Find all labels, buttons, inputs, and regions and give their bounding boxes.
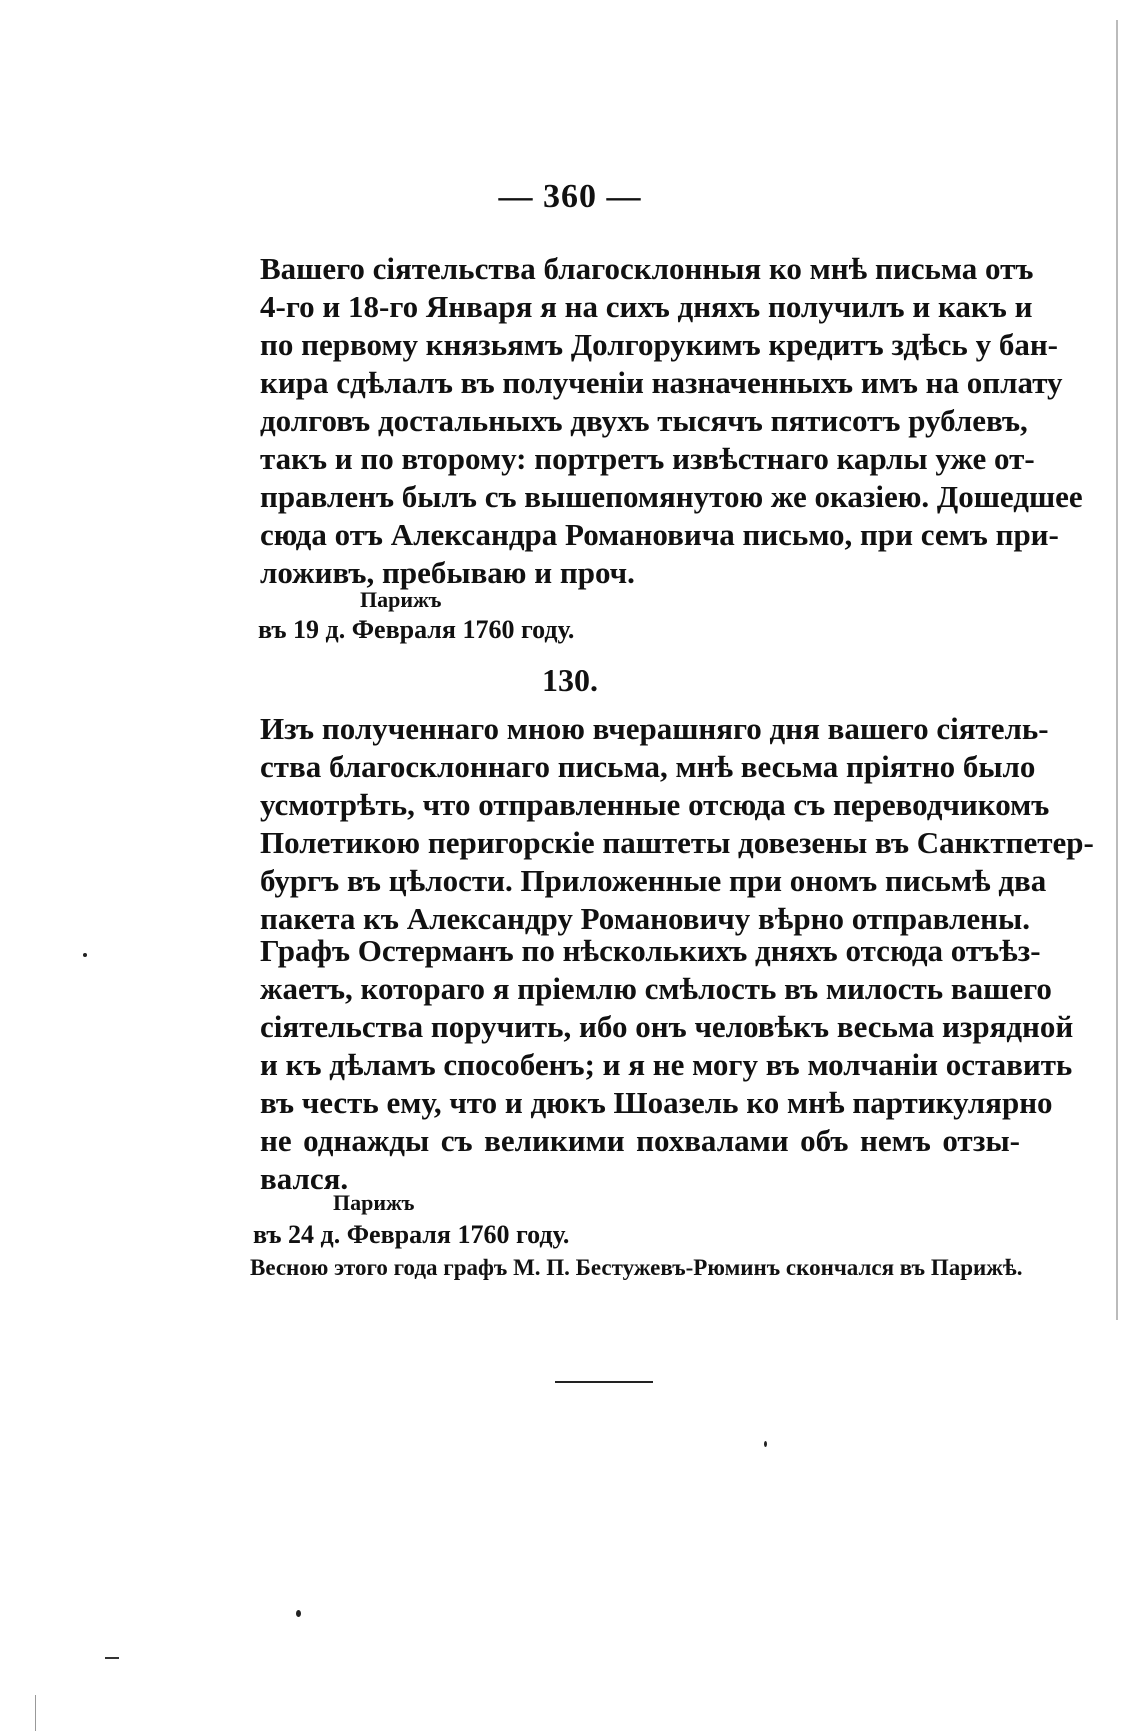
text-line: кира сдѣлалъ въ полученіи назначенныхъ имъ на оплату	[260, 365, 1063, 400]
text-line: Вашего сіятельства благосклонныя ко мнѣ письма отъ	[260, 251, 1034, 286]
text-line: ложивъ, пребываю и проч.	[260, 555, 635, 590]
text-line: Полетикою перигорскіе паштеты довезены въ Санктпетер-	[260, 825, 1094, 860]
text-line: Графъ Остерманъ по нѣсколькихъ дняхъ отсюда отъѣз-	[260, 933, 1041, 968]
text-line: сіятельства поручить, ибо онъ человѣкъ весьма изрядной	[260, 1009, 1074, 1044]
end-rule	[555, 1381, 653, 1383]
text-line: правленъ былъ съ вышепомянутою же оказіею. Дошедшее	[260, 479, 1083, 514]
signature-city-2: Парижъ	[333, 1190, 415, 1215]
footnote: Весною этого года графъ М. П. Бестужевъ-Рюминъ скончался въ Парижѣ.	[250, 1255, 1023, 1280]
text-line: усмотрѣть, что отправленные отсюда съ переводчикомъ	[260, 787, 1050, 822]
signature-city-1: Парижъ	[360, 587, 442, 612]
signature-date-1: въ 19 д. Февраля 1760 году.	[258, 615, 575, 644]
paragraph-2	[260, 710, 1094, 938]
text-line: не однажды съ великими похвалами объ немъ отзы-	[260, 1123, 1020, 1158]
text-line: 4-го и 18-го Января я на сихъ дняхъ получилъ и какъ и	[260, 289, 1033, 324]
scan-mark	[105, 1657, 119, 1659]
text-line: пакета къ Александру Романовичу вѣрно отправлены.	[260, 901, 1030, 936]
text-line: сюда отъ Александра Романовича письмо, при семъ при-	[260, 517, 1059, 552]
scan-speck	[764, 1441, 767, 1447]
text-line: долговъ достальныхъ двухъ тысячъ пятисотъ рублевъ,	[260, 403, 1028, 438]
paragraph-3	[260, 932, 1074, 1198]
text-line: Изъ полученнаго мною вчерашняго дня вашего сіятель-	[260, 711, 1049, 746]
text-line: жаетъ, котораго я пріемлю смѣлость въ милость вашего	[260, 971, 1052, 1006]
text-line: такъ и по второму: портретъ извѣстнаго карлы уже от-	[260, 441, 1035, 476]
signature-date-2: въ 24 д. Февраля 1760 году.	[253, 1220, 570, 1249]
scan-speck	[296, 1610, 301, 1617]
text-line: въ честь ему, что и дюкъ Шоазель ко мнѣ партикулярно	[260, 1085, 1053, 1120]
text-line: и къ дѣламъ способенъ; и я не могу въ молчаніи оставить	[260, 1047, 1073, 1082]
text-line: по первому князьямъ Долгорукимъ кредитъ здѣсь у бан-	[260, 327, 1059, 362]
paragraph-1	[260, 250, 1083, 592]
text-line: вался.	[260, 1161, 349, 1196]
letter-number: 130.	[542, 662, 598, 698]
page-number: — 360 —	[498, 178, 642, 215]
scan-mark	[35, 1695, 36, 1731]
text-line: ства благосклоннаго письма, мнѣ весьма пріятно было	[260, 749, 1036, 784]
text-line: бургъ въ цѣлости. Приложенные при ономъ письмѣ два	[260, 863, 1047, 898]
scan-speck	[83, 953, 87, 957]
